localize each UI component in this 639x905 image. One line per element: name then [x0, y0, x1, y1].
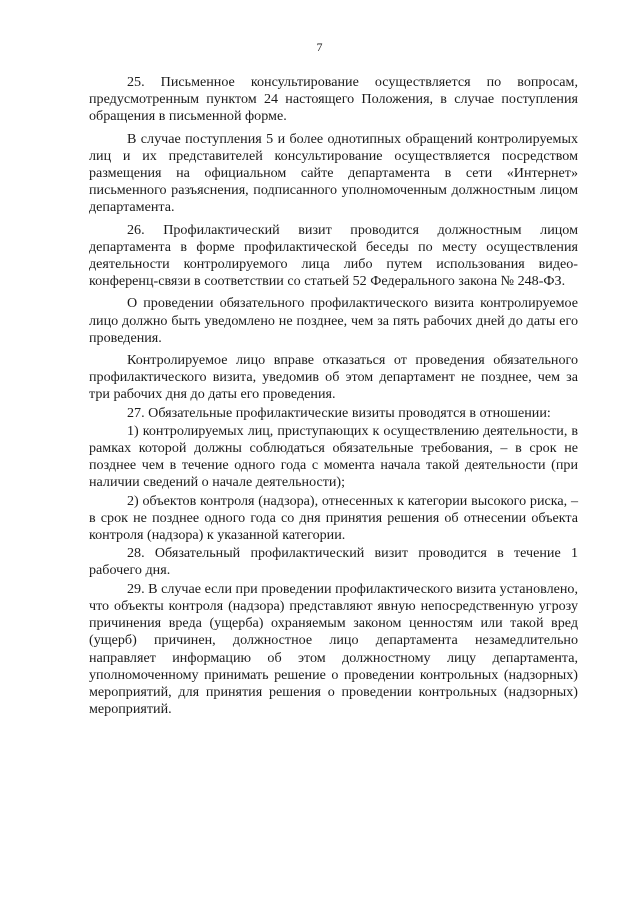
paragraph-25-consolidated: В случае поступления 5 и более однотипных обращений контролируемых лиц и их представителей консультирование осуществляется посредством размещения на официальном сайте департамента в сети «Интернет» письменного разъяснения, подписанного уполномоченным должностным лицом департамента.: [89, 130, 578, 216]
page-number: 7: [316, 40, 323, 54]
paragraph-29: 29. В случае если при проведении профилактического визита установлено, что объекты контроля (надзора) представляют явную непосредственную угрозу причинения вреда (ущерба) охраняемым законом ценностям или такой вред (ущерб) причинен, должностное лицо департамента незамедлительно направляет информацию об этом должностному лицу департамента, уполномоченному принимать решение о проведении контрольных (надзорных) мероприятий, для принятия решения о проведении контрольных (надзорных) мероприятий.: [89, 580, 578, 718]
paragraph-27-item-2: 2) объектов контроля (надзора), отнесенных к категории высокого риска, – в срок не позднее одного года со дня принятия решения об отнесении объекта контроля (надзора) к указанной категории.: [89, 492, 578, 544]
document-body: [89, 74, 578, 718]
paragraph-28: 28. Обязательный профилактический визит проводится в течение 1 рабочего дня.: [89, 545, 578, 579]
paragraph-26: 26. Профилактический визит проводится должностным лицом департамента в форме профилактической беседы по месту осуществления деятельности контролируемого лица либо путем использования видео-конференц-связи в соответствии со статьей 52 Федерального закона № 248-ФЗ.: [89, 221, 578, 290]
paragraph-27-item-1: 1) контролируемых лиц, приступающих к осуществлению деятельности, в рамках которой должны соблюдаться обязательные требования, – в срок не позднее чем в течение одного года с момента начала такой деятельности (при наличии сведений о начале деятельности);: [89, 422, 578, 491]
paragraph-26-refusal: Контролируемое лицо вправе отказаться от проведения обязательного профилактического визита, уведомив об этом департамент не позднее, чем за три рабочих дня до даты его проведения.: [89, 352, 578, 403]
paragraph-25: 25. Письменное консультирование осуществляется по вопросам, предусмотренным пунктом 24 настоящего Положения, в случае поступления обращения в письменной форме.: [89, 74, 578, 125]
paragraph-26-notice: О проведении обязательного профилактического визита контролируемое лицо должно быть уведомлено не позднее, чем за пять рабочих дней до даты его проведения.: [89, 295, 578, 346]
paragraph-27: 27. Обязательные профилактические визиты проводятся в отношении:: [127, 404, 551, 421]
